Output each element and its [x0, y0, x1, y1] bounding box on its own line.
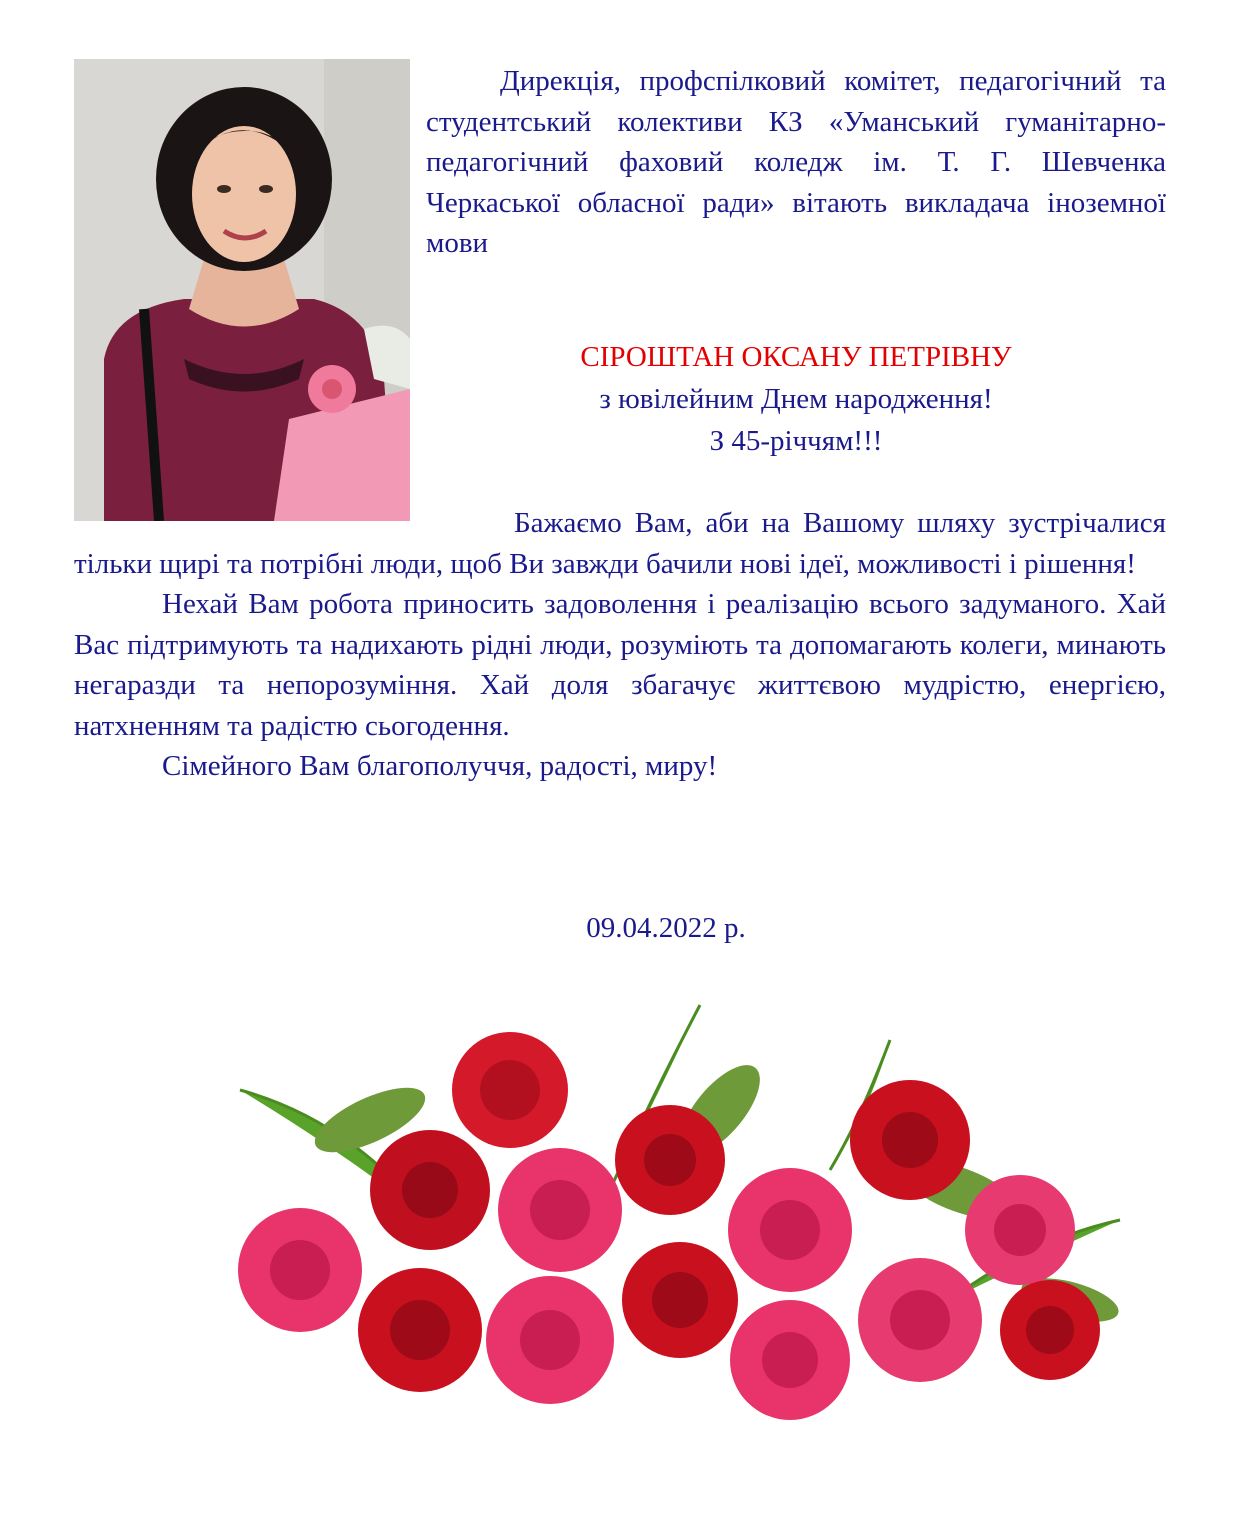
- anniversary-line: З 45-річчям!!!: [709, 425, 883, 457]
- intro-text: Дирекція, профспілковий комітет, педагогічний та студентський колективи КЗ «Уманський гуманітарно-педагогічний фаховий коледж ім. Т. Г. Шевченка Черкаської обласної ради» вітають викладача іноземної мови: [426, 65, 1166, 259]
- wishes-block: [74, 503, 1166, 787]
- honoree-block: [426, 336, 1166, 462]
- roses-bouquet-image: [230, 1000, 1130, 1470]
- intro-paragraph: [426, 61, 1166, 264]
- wish-paragraph-1: Бажаємо Вам, аби на Вашому шляху зустрічалися тільки щирі та потрібні люди, щоб Ви завжди бачили нові ідеї, можливості і рішення!: [74, 507, 1166, 580]
- wish-paragraph-2: Нехай Вам робота приносить задоволення і реалізацію всього задуманого. Хай Вас підтримують та надихають рідні люди, розуміють та допомагають колеги, минають негаразди та непорозуміння. Хай доля збагачує життєвою мудрістю, енергією, натхненням та радістю сьогодення.: [74, 588, 1166, 742]
- portrait-photo: [74, 59, 410, 521]
- wish-paragraph-3: Сімейного Вам благополуччя, радості, миру!: [162, 750, 718, 782]
- honoree-name: СІРОШТАН ОКСАНУ ПЕТРІВНУ: [580, 341, 1012, 373]
- birthday-greeting: з ювілейним Днем народження!: [599, 383, 993, 415]
- date-line: 09.04.2022 р.: [586, 912, 746, 944]
